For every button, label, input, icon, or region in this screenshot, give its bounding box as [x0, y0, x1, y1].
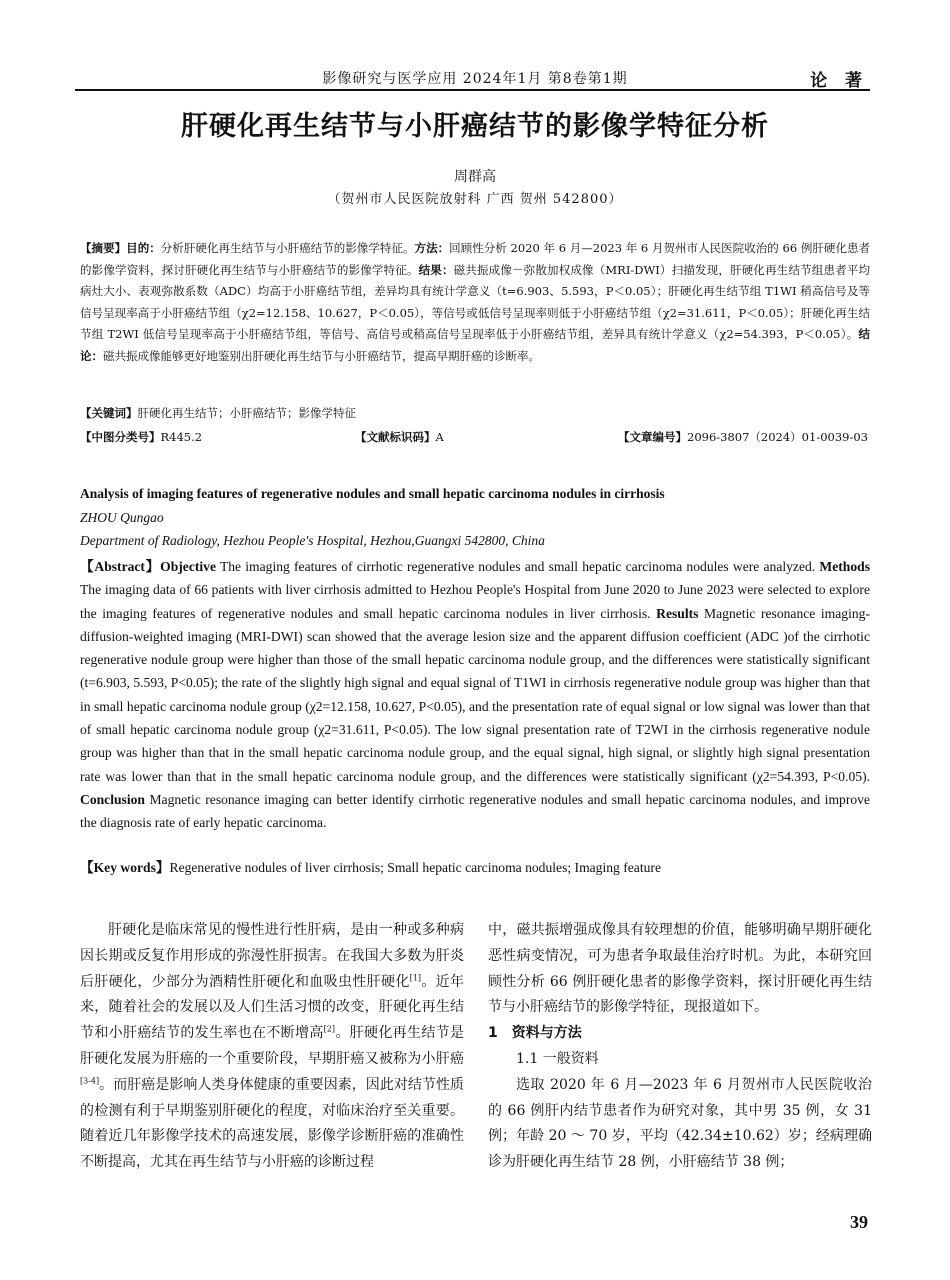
keywords-text: 肝硬化再生结节；小肝癌结节；影像学特征 — [137, 406, 356, 420]
result-label: 结果： — [418, 262, 454, 277]
intro-a: 肝硬化是临床常见的慢性进行性肝病，是由一种或多种病因长期或反复作用形成的弥漫性肝损害。在我国大多数为肝炎后肝硬化，少部分为酒精性肝硬化和血吸虫性肝硬化 — [80, 922, 464, 990]
running-header — [0, 68, 950, 90]
abstract-cn — [80, 238, 870, 367]
clc-value: R445.2 — [160, 430, 203, 444]
en-method: The imaging data of 66 patients with liver cirrhosis admitted to Hezhou People's Hospital from June 2020 to June 2023 were selected to explore the imaging features of regenerative nodules and small hepatic carcinoma nodules in liver cirrhosis. — [80, 582, 870, 621]
intro-c: 。肝硬化再生结节是肝硬化发展为肝癌的一个重要阶段，早期肝癌又被称为小肝癌 — [80, 1025, 465, 1067]
clc — [80, 429, 202, 445]
intro-d: 。而肝癌是影响人类身体健康的重要因素，因此对结节性质的检测有利于早期鉴别肝硬化的程度，对临床治疗至关重要。随着近几年影像学技术的高速发展，影像学诊断肝癌的准确性不断提高，尤其在再生结节与小肝癌的诊断过程 — [80, 1076, 464, 1171]
article-no — [618, 429, 868, 445]
doc-code-value: A — [435, 430, 444, 444]
obj-label: 目的： — [126, 241, 161, 255]
abstract-label: 【摘要】 — [80, 241, 127, 255]
section-heading: 1 资料与方法 — [488, 1025, 582, 1042]
en-result: Magnetic resonance imaging-diffusion-weighted imaging (MRI-DWI) scan showed that the average lesion size and the apparent diffusion coefficient (ADC )of the cirrhotic regenerative nodule group were higher than those of the small hepatic carcinoma nodule group, and the differences were statistically significant (t=6.903, 5.593, P<0.05); the rate of the slightly high signal and equal signal of T1WI in cirrhosis regenerative nodule group was higher than that in small hepatic carcinoma nodule group (χ2=12.158, 10.627, P<0.05), and the presentation rate of equal signal or low signal was lower than that of small hepatic carcinoma nodule group (χ2=31.611, P<0.05). The low signal presentation rate of T2WI in the cirrhosis regenerative nodule group was higher than that in the small hepatic carcinoma nodule group, and the equal signal, high signal, or slightly high signal presentation rate was lower than that in the small hepatic carcinoma nodule group, and the differences were statistically significant (χ2=54.393, P<0.05). — [80, 605, 870, 784]
conc-label: 结论： — [80, 327, 870, 363]
en-abs-label: 【Abstract】 — [80, 559, 161, 574]
en-author: ZHOU Qungao — [80, 510, 164, 525]
affiliation: （贺州市人民医院放射科 广西 贺州 542800） — [327, 192, 623, 207]
clc-label: 【中图分类号】 — [80, 430, 161, 444]
ref-2: [2] — [323, 1024, 336, 1034]
intro-paragraph — [80, 918, 464, 1176]
en-method-label: Methods — [819, 559, 870, 574]
classification-row — [80, 429, 870, 449]
section-label: 论 著 — [810, 71, 868, 91]
conc-text: 磁共振成像能够更好地鉴别出肝硬化再生结节与小肝癌结节，提高早期肝癌的诊断率。 — [103, 348, 540, 363]
page-number: 39 — [850, 1212, 868, 1232]
result-text: 磁共振成像－弥散加权成像（MRI-DWI）扫描发现，肝硬化再生结节组患者平均病灶大小、表观弥散系数（ADC）均高于小肝癌结节组，差异均具有统计学意义（t=6.903、5.593，P＜0.05）；肝硬化再生结节组 T1WI 稍高信号及等信号呈现率高于小肝癌结节组（χ2=12.158、10.627，P＜0.05），等信号或低信号呈现率则低于小肝癌结节组（χ2=31.611，P＜0.05）；肝硬化再生结节组 T2WI 低信号呈现率高于小肝癌结节组，等信号、高信号或稍高信号呈现率低于小肝癌结节组，差异具有统计学意义（χ2=54.393，P＜0.05）。 — [80, 262, 871, 341]
method-text: 回顾性分析 2020 年 6 月—2023 年 6 月贺州市人民医院收治的 66 例肝硬化患者的影像学资料，探讨肝硬化再生结节与小肝癌结节的影像学特征。 — [80, 241, 871, 277]
obj-text: 分析肝硬化再生结节与小肝癌结节的影像学特征。 — [160, 241, 415, 255]
en-title: Analysis of imaging features of regenerative nodules and small hepatic carcinoma nodules in cirrhosis — [80, 486, 665, 501]
en-kw: Regenerative nodules of liver cirrhosis; Small hepatic carcinoma nodules; Imaging feature — [169, 860, 661, 875]
en-result-label: Results — [656, 605, 699, 621]
doc-code-label: 【文献标识码】 — [355, 430, 436, 444]
method-label: 方法： — [414, 241, 450, 255]
article-no-label: 【文章编号】 — [618, 430, 687, 444]
en-conc: Magnetic resonance imaging can better identify cirrhotic regenerative nodules and small hepatic carcinoma nodules, and improve the diagnosis rate of early hepatic carcinoma. — [80, 791, 870, 831]
en-keywords — [80, 856, 870, 876]
journal-info: 影像研究与医学应用 2024年1月 第8卷第1期 — [322, 71, 628, 87]
en-obj: The imaging features of cirrhotic regenerative nodules and small hepatic carcinoma nodules were analyzed. — [216, 559, 816, 574]
intro-continued: 中，磁共振增强成像具有较理想的价值，能够明确早期肝硬化恶性病变情况，可为患者争取最佳治疗时机。为此，本研究回顾性分析 66 例肝硬化患者的影像学资料，探讨肝硬化再生结节与小肝癌结节的影像学特征，现报道如下。 — [488, 922, 872, 1016]
doc-code — [355, 429, 444, 445]
ref-3: [3-4] — [80, 1076, 100, 1086]
keywords-label: 【关键词】 — [80, 406, 138, 420]
author: 周群高 — [454, 169, 496, 185]
body-left-column — [80, 918, 464, 1176]
keywords-cn — [80, 403, 870, 425]
subsection-heading: 1.1 一般资料 — [516, 1050, 599, 1067]
en-conc-label: Conclusion — [80, 791, 145, 807]
header-rule — [75, 89, 870, 91]
en-abstract — [80, 555, 870, 835]
article-title: 肝硬化再生结节与小肝癌结节的影像学特征分析 — [181, 111, 769, 142]
body-right-column — [488, 918, 872, 1176]
en-kw-label: 【Key words】 — [80, 860, 170, 875]
en-obj-label: Objective — [160, 559, 217, 574]
intro-b: 。近年来，随着社会的发展以及人们生活习惯的改变，肝硬化再生结节和小肝癌结节的发生率也在不断增高 — [80, 973, 464, 1042]
ref-1: [1] — [409, 972, 421, 982]
article-no-value: 2096-3807（2024）01-0039-03 — [687, 430, 868, 444]
general-data-paragraph: 选取 2020 年 6 月—2023 年 6 月贺州市人民医院收治的 66 例肝内结节患者作为研究对象，其中男 35 例，女 31 例；年龄 20 ～ 70 岁，平均（42.34±10.62）岁；经病理确诊为肝硬化再生结节 28 例，小肝癌结节 38 例； — [488, 1076, 872, 1171]
en-dept: Department of Radiology, Hezhou People's Hospital, Hezhou,Guangxi 542800, China — [80, 533, 545, 548]
